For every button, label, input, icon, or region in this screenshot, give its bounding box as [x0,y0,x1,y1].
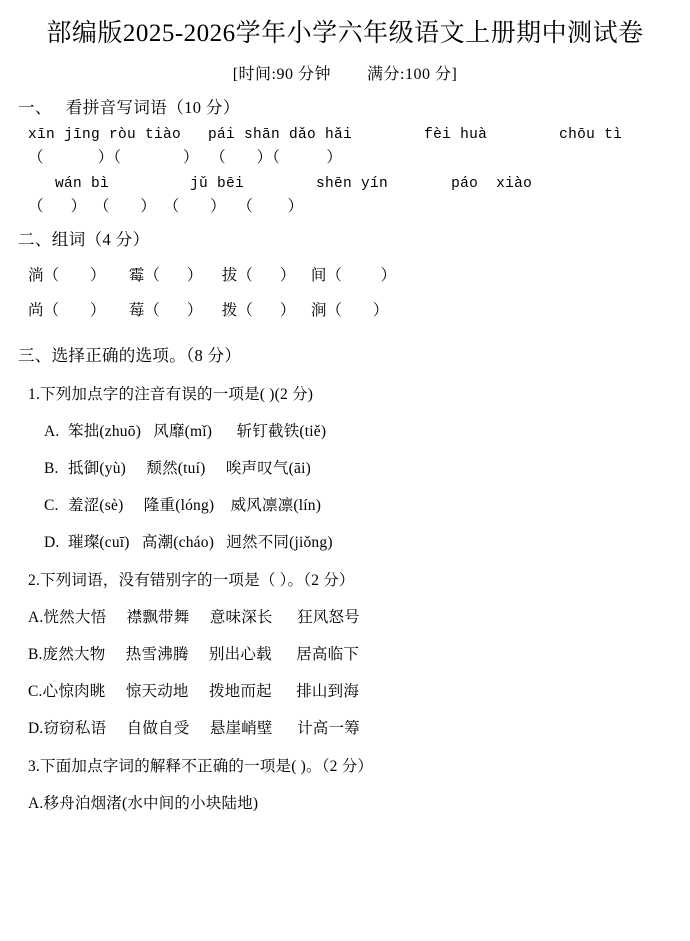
option2-label-a: A. [28,609,44,626]
option2-text-b: 庞然大物 热雪沸腾 别出心载 居高临下 [42,646,360,663]
question-3-stem: 3.下面加点字词的解释不正确的一项是( )。（2 分） [28,758,374,775]
option-text-b: 抵御(yù) 颓然(tuí) 唉声叹气(āi) [68,460,311,477]
option-text-c: 羞涩(sè) 隆重(lóng) 威风凛凛(lín) [68,497,322,514]
option-text-d: 璀璨(cuī) 高潮(cháo) 迥然不同(jiǒng) [68,534,333,551]
question-3-option-a[interactable] [18,791,672,813]
page-title: 部编版2025-2026学年小学六年级语文上册期中测试卷 [46,20,644,47]
option2-label-d: D. [28,720,44,737]
section-1-number: 一、 [18,98,52,117]
option-text-a: 笨拙(zhuō) 风靡(mǐ) 斩钉截铁(tiě) [68,423,327,440]
exam-score: 满分:100 分] [367,66,458,83]
question-1-stem: 1.下列加点字的注音有误的一项是( )(2 分) [28,386,314,403]
option2-text-a: 恍然大悟 襟飘带舞 意味深长 狂风怒号 [43,609,360,626]
option2-text-c: 心惊肉眺 惊天动地 拨地而起 排山到海 [42,683,360,700]
zuci-row-2[interactable]: 尚（ ） 莓（ ） 拨（ ） 涧（ ） [28,302,389,319]
question-1-option-c[interactable] [18,493,672,515]
question-2-option-d[interactable] [18,716,672,738]
option3-label-a: A. [28,795,44,812]
question-1-option-d[interactable] [18,530,672,552]
answer-bracket-row-2[interactable]: （ ） （ ） （ ） （ ） [28,198,304,215]
pinyin-row-1: xīn jīng ròu tiào pái shān dǎo hǎi fèi huà chōu tì [28,127,623,143]
option-label-a: A. [44,423,60,440]
option-label-d: D. [44,534,60,551]
option2-label-b: B. [28,646,43,663]
option-label-b: B. [44,460,59,477]
zuci-row-1[interactable]: 淌（ ） 霉（ ） 拔（ ） 间（ ） [28,267,397,284]
section-3-heading: 三、选择正确的选项。（8 分） [18,346,242,365]
question-1-option-b[interactable] [18,456,672,478]
exam-time: [时间:90 分钟 [232,66,331,83]
option2-label-c: C. [28,683,43,700]
pinyin-row-2: wán bì jǔ bēi shēn yín páo xiào [28,176,533,192]
answer-bracket-row-1[interactable]: （ ）（ ） （ ）（ ） [28,149,342,166]
question-1-option-a[interactable] [18,419,672,441]
question-2-option-c[interactable] [18,679,672,701]
section-1-heading [18,94,672,118]
question-2-option-b[interactable] [18,642,672,664]
section-2-heading: 二、组词（4 分） [18,230,150,249]
exam-meta [18,61,672,84]
option-label-c: C. [44,497,59,514]
option2-text-d: 窃窃私语 自做自受 悬崖峭壁 计高一筹 [43,720,360,737]
question-2-stem: 2.下列词语，没有错别字的一项是（ ）。（2 分） [28,572,355,589]
option3-text-a: 移舟泊烟渚(水中间的小块陆地) [43,795,259,812]
question-2-option-a[interactable] [18,605,672,627]
section-1-title: 看拼音写词语（10 分） [65,98,240,117]
